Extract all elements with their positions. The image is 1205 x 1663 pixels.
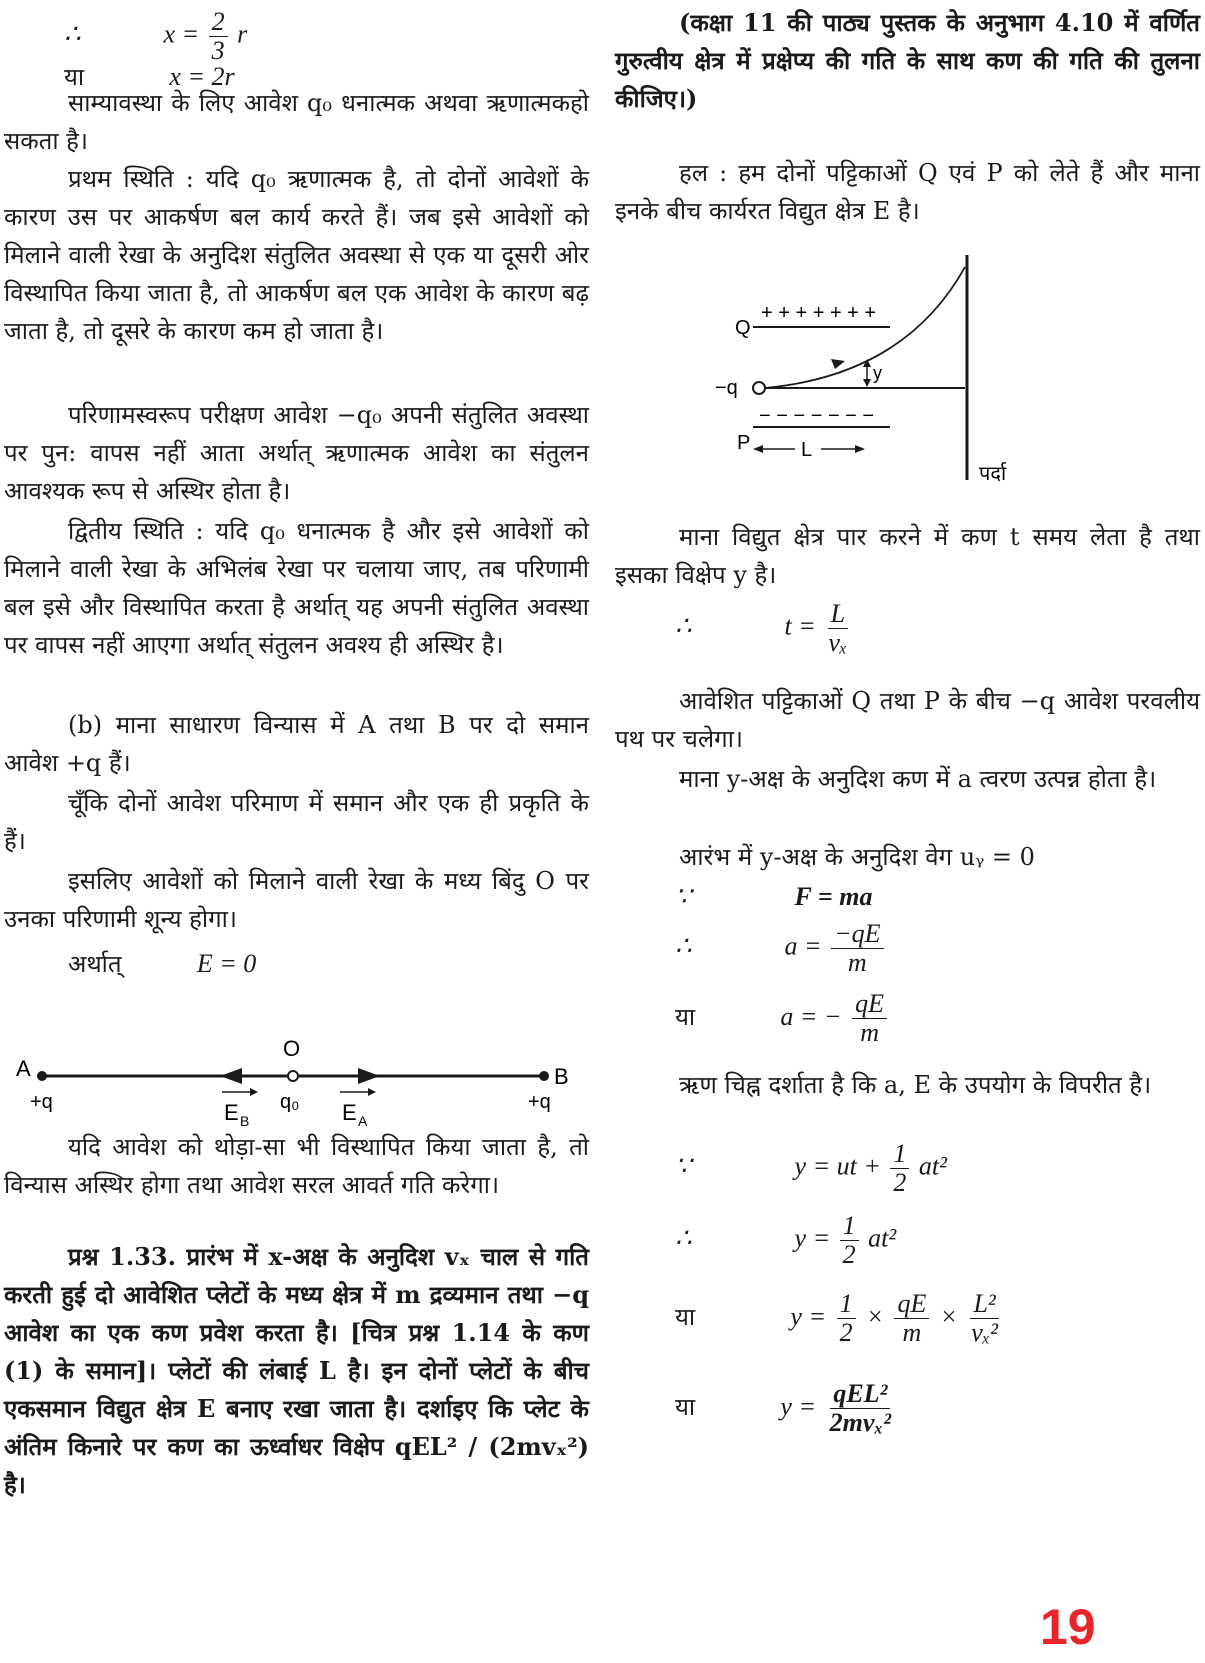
paragraph-compare: (कक्षा 11 की पाठ्य पुस्तक के अनुभाग 4.10 में वर्णित गुरुत्वीय क्षेत्र में प्रक्षेप्य की गति के साथ कण की गति की तुलना कीजिए।) bbox=[615, 8, 1200, 113]
equation-e-zero: अर्थात् E = 0 bbox=[68, 949, 257, 978]
label-b: B bbox=[554, 1064, 569, 1089]
paragraph-midpoint: इसलिए आवेशों को मिलाने वाली रेखा के मध्य बिंदु O पर उनका परिणामी शून्य होगा। bbox=[4, 867, 589, 933]
paragraph-result: परिणामस्वरूप परीक्षण आवेश −q₀ अपनी संतुलित अवस्था पर पुन: वापस नहीं आता अर्थात् ऋणात्मक आवेश का संतुलन आवश्यक रूप से अस्थिर होता है। bbox=[4, 401, 589, 505]
plus-signs: + + + + + + + bbox=[761, 302, 877, 324]
label-eb-sub: B bbox=[240, 1113, 250, 1129]
paragraph-equilibrium: साम्यावस्था के लिए आवेश q₀ धनात्मक अथवा ऋणात्मकहो सकता है। bbox=[4, 89, 589, 155]
path-arrow-icon bbox=[831, 359, 845, 369]
label-screen: पर्दा bbox=[979, 463, 1007, 485]
two-charges-diagram bbox=[10, 1010, 580, 1130]
equation-f-ma: ∵ F = ma bbox=[675, 882, 873, 911]
label-ea-sub: A bbox=[358, 1113, 368, 1129]
paragraph-negative-sign: ऋण चिह्न दर्शाता है कि a, E के उपयोग के विपरीत है। bbox=[679, 1071, 1152, 1099]
label-eb: E bbox=[224, 1100, 239, 1125]
label-a-charge: +q bbox=[30, 1091, 53, 1113]
label-q: Q bbox=[735, 317, 751, 339]
label-o: O bbox=[283, 1036, 301, 1061]
label-a: A bbox=[16, 1056, 31, 1081]
paragraph-acceleration: माना y-अक्ष के अनुदिश कण में a त्वरण उत्पन्न होता है। bbox=[679, 765, 1157, 793]
label-q0: q₀ bbox=[280, 1091, 300, 1113]
label-ea: E bbox=[342, 1100, 357, 1125]
paragraph-same-charges: चूँकि दोनों आवेश परिमाण में समान और एक ही प्रकृति के हैं। bbox=[4, 789, 589, 855]
minus-signs: − − − − − − − bbox=[759, 405, 875, 427]
test-charge-o bbox=[288, 1071, 298, 1081]
equation-y-final: या y = $\frac{\text{qEL²}}{\text{2mvₓ²}}$ bbox=[675, 1379, 892, 1437]
equation-x-two-thirds-r: ∴ x = $\frac{2}{3}$ r bbox=[64, 7, 248, 65]
paragraph-unstable: यदि आवेश को थोड़ा-सा भी विस्थापित किया जाता है, तो विन्यास अस्थिर होगा तथा आवेश सरल आवर्त गति करेगा। bbox=[4, 1133, 589, 1199]
question-1-33: प्रश्न 1.33. प्रारंभ में x-अक्ष के अनुदिश vₓ चाल से गति करती हुई दो आवेशित प्लेटों के मध्य क्षेत्र में m द्रव्यमान तथा −q आवेश का एक कण प्रवेश करता है। [चित्र प्रश्न 1.14 के कण (1) के समान]। प्लेटों की लंबाई L है। इन दोनों प्लेटों के बीच एकसमान विद्युत क्षेत्र E बनाए रखा जाता है। दर्शाइए कि प्लेट के अंतिम किनारे पर कण का ऊर्ध्वाधर विक्षेप qEL² / (2mvₓ²) है। bbox=[4, 1242, 589, 1499]
label-y: y bbox=[873, 363, 882, 383]
charge-a-dot bbox=[37, 1071, 47, 1081]
label-p: P bbox=[737, 432, 751, 454]
label-charge: −q bbox=[715, 377, 738, 399]
equation-a-neg-qe: ∴ a = $\frac{-qE}{m}$ bbox=[675, 920, 887, 977]
length-arrow-left-icon bbox=[753, 445, 763, 453]
vector-ea-arrow-icon bbox=[368, 1088, 376, 1096]
equation-y-substituted: या y = $\frac{1}{2}$ × $\frac{qE}{m}$ × $\frac{\text{L²}}{\text{vₓ²}}$ bbox=[675, 1289, 998, 1347]
paragraph-first-case: प्रथम स्थिति : यदि q₀ ऋणात्मक है, तो दोनों आवेशों के कारण उस पर आकर्षण बल कार्य करते हैं। जब इसे आवेशों को मिलाने वाली रेखा के अनुदिश संतुलित अवस्था से एक या दूसरी ओर विस्थापित किया जाता है, तो आकर्षण बल एक आवेश के कारण बढ़ जाता है, तो दूसरे के कारण कम हो जाता है। bbox=[4, 165, 589, 345]
arrow-right-icon bbox=[358, 1068, 380, 1084]
paragraph-second-case: द्वितीय स्थिति : यदि q₀ धनात्मक है और इसे आवेशों को मिलाने वाली रेखा के अभिलंब रेखा पर चलाया जाए, तब परिणामी बल इसे और विस्थापित करता है अर्थात् यह अपनी संतुलित अवस्था पर वापस नहीं आएगा अर्थात् संतुलन अवश्य ही अस्थिर है। bbox=[4, 517, 589, 659]
equation-x-2r: या x = 2r bbox=[64, 62, 235, 91]
paragraph-solution: हल : हम दोनों पट्टिकाओं Q एवं P को लेते हैं और माना इनके बीच कार्यरत विद्युत क्षेत्र E है। bbox=[615, 159, 1200, 225]
paragraph-time: माना विद्युत क्षेत्र पार करने में कण t समय लेता है तथा इसका विक्षेप y है। bbox=[615, 523, 1200, 589]
paragraph-initial-velocity: आरंभ में y-अक्ष के अनुदिश वेग uᵧ = 0 bbox=[679, 843, 1035, 871]
arrow-left-icon bbox=[220, 1068, 242, 1084]
paragraph-parabolic: आवेशित पट्टिकाओं Q तथा P के बीच −q आवेश परवलीय पथ पर चलेगा। bbox=[615, 687, 1200, 753]
vector-eb-arrow-icon bbox=[250, 1088, 258, 1096]
equation-y-half-at2: ∴ y = $\frac{1}{2}$ at² bbox=[675, 1211, 897, 1269]
label-b-charge: +q bbox=[528, 1091, 551, 1113]
equation-a-minus-qe: या a = − $\frac{qE}{m}$ bbox=[675, 990, 890, 1047]
equation-t: ∴ t = $\frac{L}{\text{vₓ}}$ bbox=[675, 599, 848, 657]
paragraph-part-b: (b) माना साधारण विन्यास में A तथा B पर दो समान आवेश +q हैं। bbox=[4, 711, 589, 777]
equation-y-ut: ∵ y = ut + $\frac{1}{2}$ at² bbox=[675, 1139, 947, 1197]
label-l: L bbox=[801, 439, 813, 461]
particle bbox=[753, 382, 765, 394]
page-number: 19 bbox=[1040, 1599, 1096, 1655]
deflection-diagram bbox=[715, 255, 1175, 515]
length-arrow-right-icon bbox=[855, 445, 865, 453]
charge-b-dot bbox=[539, 1071, 549, 1081]
